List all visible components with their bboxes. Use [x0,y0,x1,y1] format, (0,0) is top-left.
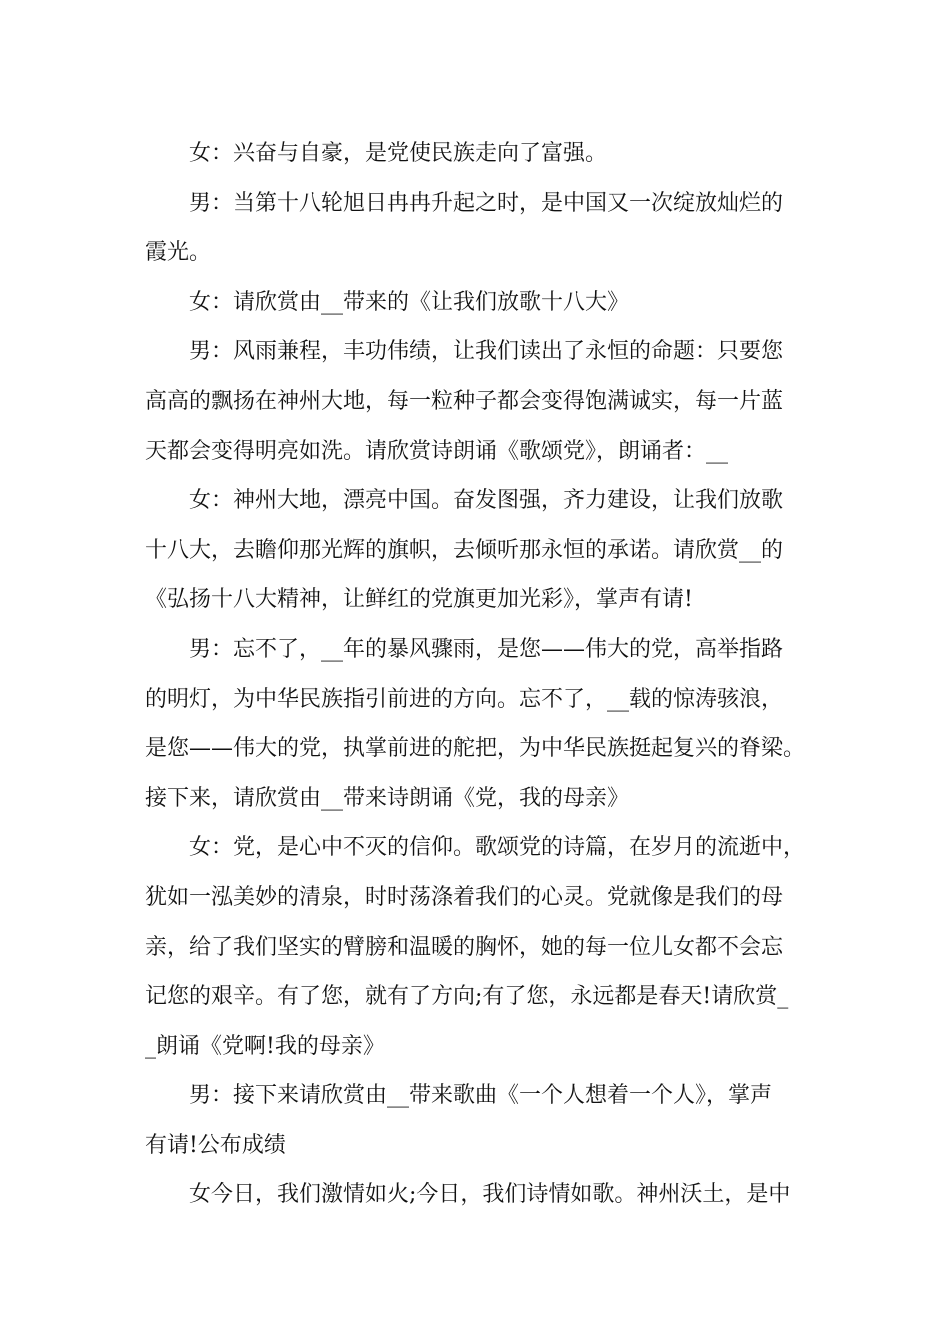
text-line: 高高的飘扬在神州大地，每一粒种子都会变得饱满诚实，每一片蓝 [145,388,784,414]
paragraph [145,1170,823,1220]
text-line: 女：请欣赏由__带来的《让我们放歌十八大》 [189,289,630,315]
paragraph [145,129,823,179]
text-line: 女：神州大地，漂亮中国。奋发图强，齐力建设，让我们放歌 [189,488,784,514]
text-line: 女：兴奋与自豪，是党使民族走向了富强。 [189,141,608,166]
paragraph [145,476,823,625]
text-line: 有请!公布成绩 [145,1132,286,1158]
text-line: 记您的艰辛。有了您，就有了方向;有了您，永远都是春天!请欣赏_ [145,984,789,1010]
paragraph [145,278,823,328]
text-line: 男：当第十八轮旭日冉冉升起之时，是中国又一次绽放灿烂的 [189,190,784,216]
paragraph [145,1071,823,1170]
text-line: 天都会变得明亮如洗。请欣赏诗朗诵《歌颂党》，朗诵者：__ [145,438,729,464]
text-line: 犹如一泓美妙的清泉，时时荡涤着我们的心灵。党就像是我们的母 [145,884,784,910]
text-line: _朗诵《党啊!我的母亲》 [145,1033,385,1059]
text-line: 女今日，我们激情如火;今日，我们诗情如歌。神州沃土，是中 [189,1182,791,1208]
text-line: 十八大，去瞻仰那光辉的旗帜，去倾听那永恒的承诺。请欣赏__的 [145,537,784,563]
text-line: 是您——伟大的党，执掌前进的舵把，为中华民族挺起复兴的脊梁。 [145,736,806,762]
text-line: 女：党，是心中不灭的信仰。歌颂党的诗篇，在岁月的流逝中， [189,835,806,861]
text-line: 接下来，请欣赏由__带来诗朗诵《党，我的母亲》 [145,785,630,811]
text-line: 男：忘不了，__年的暴风骤雨，是您——伟大的党，高举指路 [189,636,784,662]
paragraph [145,625,823,823]
paragraph [145,179,823,278]
text-line: 亲，给了我们坚实的臂膀和温暖的胸怀，她的每一位儿女都不会忘 [145,934,784,960]
text-line: 霞光。 [145,240,212,266]
document-body [145,129,823,1220]
paragraph [145,327,823,476]
text-line: 男：接下来请欣赏由__带来歌曲《一个人想着一个人》，掌声 [189,1083,773,1109]
text-line: 男：风雨兼程，丰功伟绩，让我们读出了永恒的命题：只要您 [189,339,784,365]
paragraph [145,823,823,1071]
text-line: 《弘扬十八大精神，让鲜红的党旗更加光彩》，掌声有请! [145,587,693,613]
text-line: 的明灯，为中华民族指引前进的方向。忘不了，__载的惊涛骇浪， [145,686,784,712]
